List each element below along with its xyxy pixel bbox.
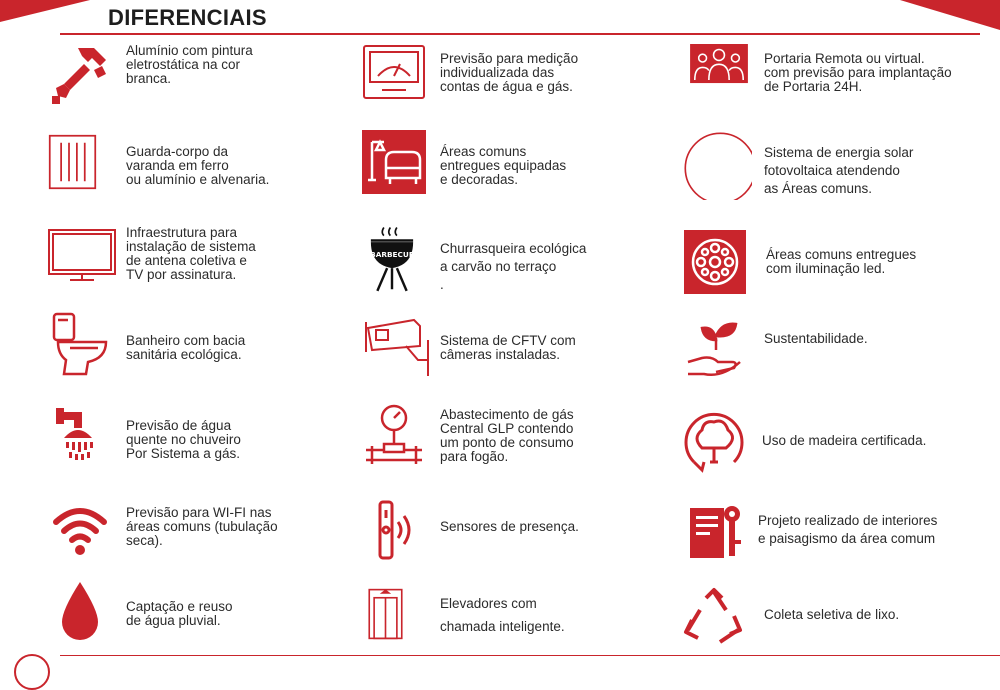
corner-decoration-right <box>900 0 1000 30</box>
feature-eco-toilet <box>48 312 368 402</box>
feature-wifi <box>48 498 368 588</box>
feature-label: Infraestrutura para instalação de sistema de antena coletiva e TV por assinatura. <box>126 225 256 282</box>
furnished-area-icon <box>362 130 426 194</box>
toilet-icon <box>48 312 112 376</box>
interior-design-icon <box>682 500 746 564</box>
feature-label: Sustentabilidade. <box>764 331 868 346</box>
barbecue-grill-icon <box>362 218 426 282</box>
feature-remote-concierge <box>682 44 1000 134</box>
bottom-divider <box>60 655 1000 656</box>
feature-rainwater <box>48 580 368 670</box>
feature-solar-energy <box>682 130 1000 220</box>
feature-label: Elevadores com chamada inteligente. <box>440 596 565 634</box>
feature-label: Coleta seletiva de lixo. <box>764 607 900 622</box>
feature-tv-infrastructure <box>48 226 368 316</box>
feature-gas-supply <box>362 402 682 492</box>
feature-label: Sistema de CFTV com câmeras instaladas. <box>440 333 576 362</box>
sustainability-icon <box>682 318 746 382</box>
balcony-railing-icon <box>48 130 112 194</box>
elevator-icon <box>362 582 426 646</box>
solar-energy-icon <box>682 130 746 194</box>
corner-decoration-left <box>0 0 90 22</box>
feature-label: Guarda-corpo da varanda em ferro ou alumínio e alvenaria. <box>126 144 270 187</box>
wifi-icon <box>48 498 112 562</box>
title-underline <box>60 33 980 35</box>
feature-interior-design <box>682 500 1000 590</box>
bottom-circle-decoration <box>14 654 50 690</box>
shower-icon <box>48 404 112 468</box>
feature-aluminum-paint <box>48 44 368 134</box>
cctv-camera-icon <box>362 316 426 380</box>
recycling-icon <box>682 586 746 650</box>
paint-roller-icon <box>48 44 112 108</box>
barbecue-badge-text: BARBECUE <box>370 249 414 259</box>
feature-label: Portaria Remota ou virtual. com previsão para implantação de Portaria 24H. <box>764 51 952 94</box>
water-drop-icon <box>48 580 112 644</box>
gas-supply-icon <box>362 402 426 466</box>
feature-sustainability <box>682 318 1000 408</box>
feature-elevators <box>362 582 682 672</box>
feature-label: Projeto realizado de interiores e paisagismo da área comum <box>758 513 938 546</box>
feature-balcony-railing <box>48 130 368 220</box>
feature-label: Áreas comuns entregues com iluminação led. <box>766 247 917 276</box>
feature-cctv <box>362 316 682 406</box>
feature-label: Banheiro com bacia sanitária ecológica. <box>126 333 246 362</box>
feature-label: Sistema de energia solar fotovoltaica atendendo as Áreas comuns. <box>764 145 914 196</box>
feature-label: Captação e reuso de água pluvial. <box>126 599 233 628</box>
feature-presence-sensors <box>362 498 682 588</box>
feature-label: Churrasqueira ecológica a carvão no terraço . <box>440 241 587 292</box>
presence-sensor-icon <box>362 498 426 562</box>
led-lighting-icon <box>682 230 746 294</box>
feature-individual-metering <box>362 44 682 134</box>
feature-label: Previsão para medição individualizada das contas de água e gás. <box>440 51 579 94</box>
remote-concierge-icon <box>682 44 746 108</box>
meter-icon <box>362 44 426 108</box>
tv-icon <box>48 226 112 290</box>
feature-barbecue <box>362 218 682 308</box>
feature-label: Previsão de água quente no chuveiro Por Sistema a gás. <box>126 418 241 461</box>
feature-label: Previsão para WI-FI nas áreas comuns (tubulação seca). <box>126 505 278 548</box>
feature-label: Sensores de presença. <box>440 519 579 534</box>
feature-recycling <box>682 586 1000 676</box>
feature-led-lighting <box>682 230 1000 320</box>
feature-label: Alumínio com pintura eletrostática na cor branca. <box>126 43 253 86</box>
feature-certified-wood <box>682 408 1000 498</box>
feature-label: Uso de madeira certificada. <box>762 433 927 448</box>
feature-label: Áreas comuns entregues equipadas e decoradas. <box>440 144 567 187</box>
certified-wood-icon <box>682 408 746 472</box>
page-title: DIFERENCIAIS <box>108 5 267 30</box>
feature-label: Abastecimento de gás Central GLP contendo um ponto de consumo para fogão. <box>440 407 574 464</box>
feature-furnished-areas <box>362 130 682 220</box>
feature-hot-water <box>48 404 368 494</box>
